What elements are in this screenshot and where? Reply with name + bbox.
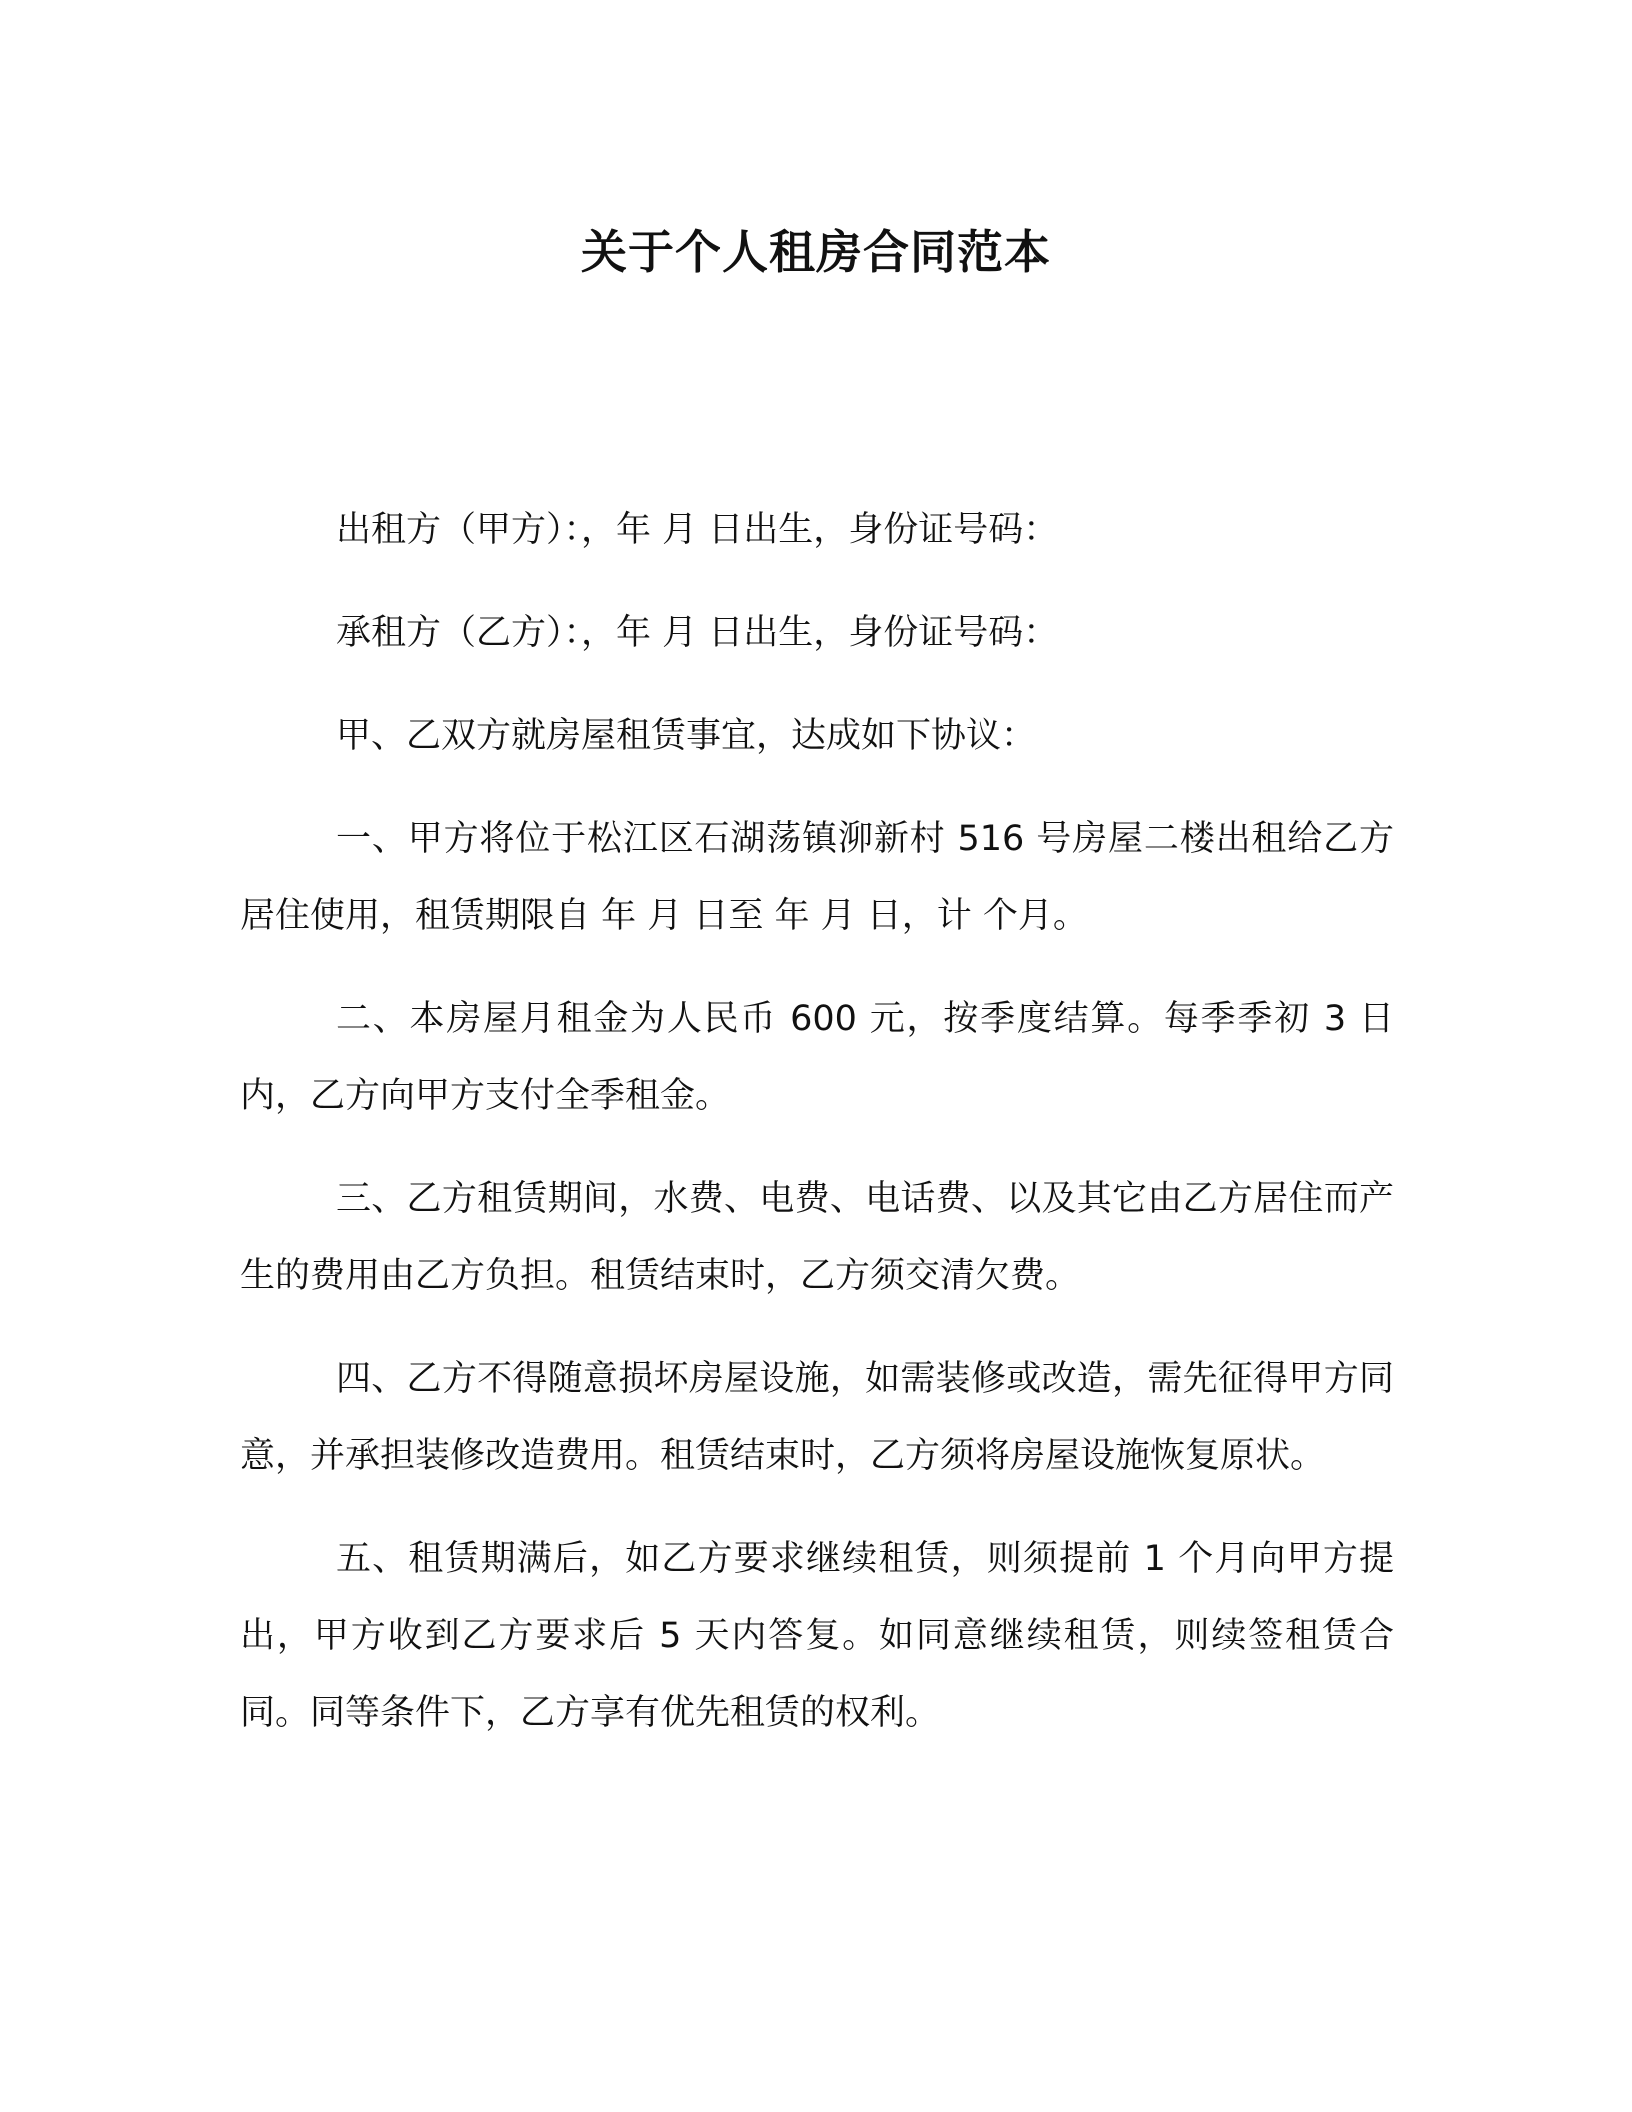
- clause-3-paragraph: 三、乙方租赁期间，水费、电费、电话费、以及其它由乙方居住而产生的费用由乙方负担。租赁结束时，乙方须交清欠费。: [240, 1179, 1394, 1296]
- lessor-info-paragraph: 出租方（甲方）：，年 月 日出生，身份证号码：: [336, 510, 1059, 550]
- clause-2-paragraph: 二、本房屋月租金为人民币 600 元，按季度结算。每季季初 3 日内，乙方向甲方支付全季租金。: [240, 999, 1394, 1116]
- clause-4-paragraph: 四、乙方不得随意损坏房屋设施，如需装修或改造，需先征得甲方同意，并承担装修改造费用。租赁结束时，乙方须将房屋设施恢复原状。: [240, 1359, 1394, 1476]
- clause-1-paragraph: 一、甲方将位于松江区石湖荡镇泖新村 516 号房屋二楼出租给乙方居住使用，租赁期限自 年 月 日至 年 月 日，计 个月。: [240, 819, 1394, 936]
- lessee-info-paragraph: 承租方（乙方）：，年 月 日出生，身份证号码：: [336, 613, 1059, 653]
- agreement-intro-paragraph: 甲、乙双方就房屋租赁事宜，达成如下协议：: [336, 716, 1037, 756]
- document-body: [240, 492, 1394, 1778]
- clause-5-paragraph: 五、租赁期满后，如乙方要求继续租赁，则须提前 1 个月向甲方提出，甲方收到乙方要求后 5 天内答复。如同意继续租赁，则续签租赁合同。同等条件下，乙方享有优先租赁的权利。: [240, 1539, 1394, 1733]
- document-title: 关于个人租房合同范本: [581, 225, 1051, 279]
